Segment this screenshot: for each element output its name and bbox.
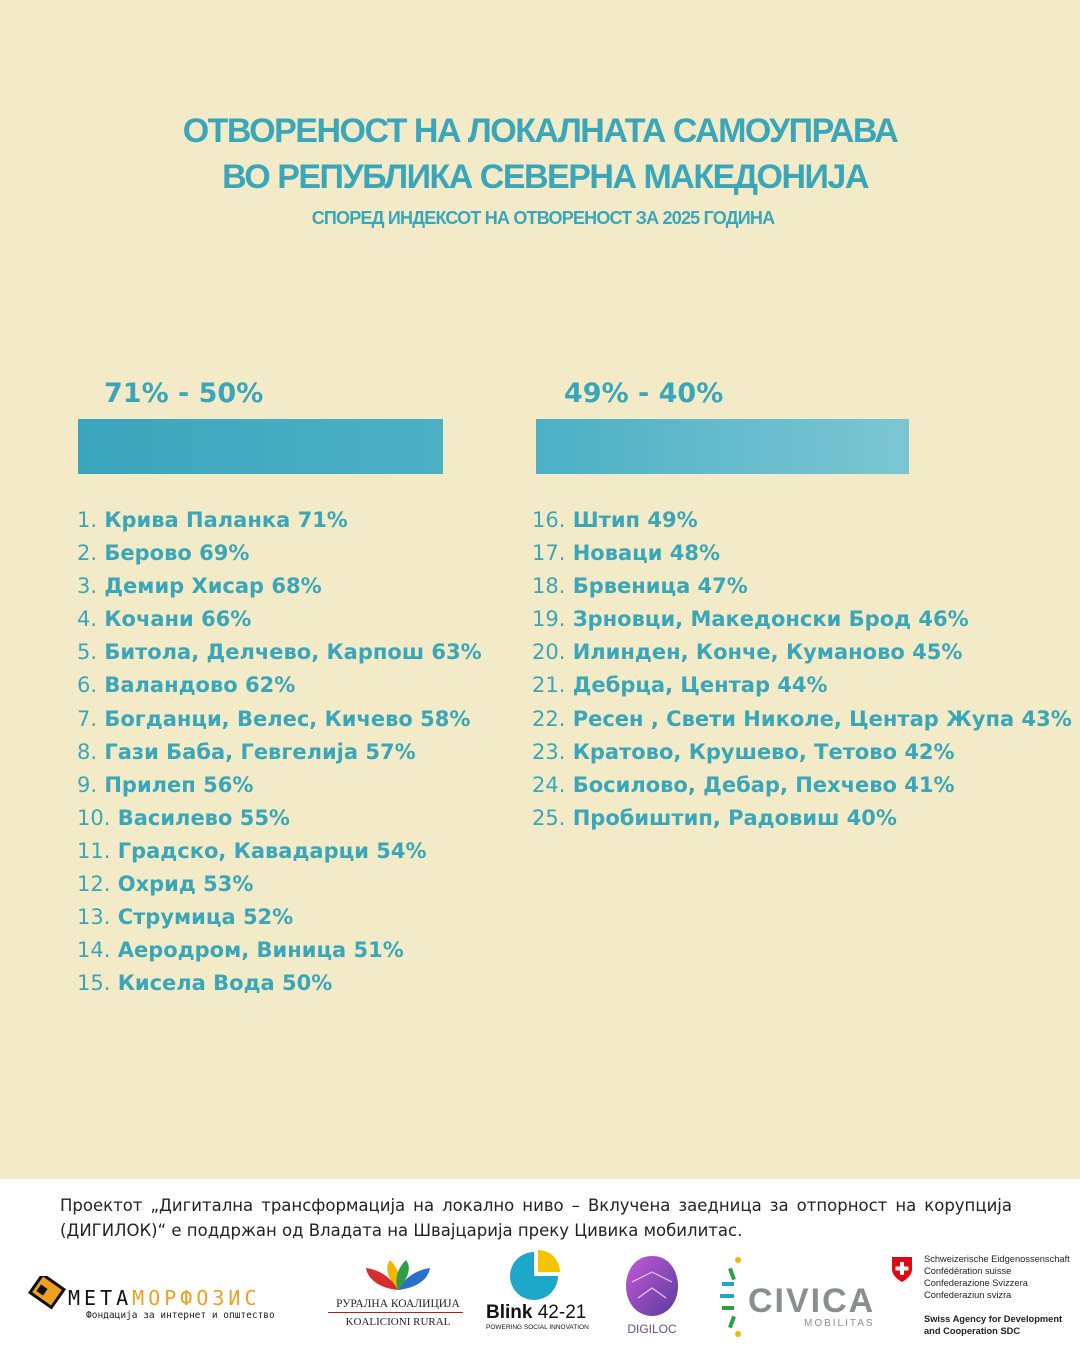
rural-coalition-divider xyxy=(328,1312,463,1313)
ranking-number: 2. xyxy=(77,541,98,566)
rural-coalition-name-al: KOALICIONI RURAL xyxy=(345,1316,451,1328)
ranking-number: 15. xyxy=(77,971,111,996)
metamorfozis-emblem-icon xyxy=(28,1276,68,1312)
ranking-municipality: Василево 55% xyxy=(110,805,290,830)
ranking-municipality: Босилово, Дебар, Пехчево 41% xyxy=(565,772,955,797)
ranking-number: 16. xyxy=(532,508,566,532)
ranking-item xyxy=(532,803,1072,836)
ranking-number: 25. xyxy=(532,805,566,830)
ranking-number: 11. xyxy=(77,838,111,863)
swiss-line-de: Schweizerische Eidgenossenschaft xyxy=(924,1254,1070,1264)
ranking-number: 22. xyxy=(532,706,566,731)
ranking-item xyxy=(77,737,482,770)
ranking-item xyxy=(532,737,1072,770)
ranking-municipality: Брвеница 47% xyxy=(565,574,748,599)
blink-pie-icon xyxy=(508,1250,568,1302)
civica-subtitle: MOBILITAS xyxy=(804,1318,875,1329)
range-label-high: 71% - 50% xyxy=(104,378,264,409)
rural-coalition-lotus-icon xyxy=(328,1258,468,1298)
ranking-municipality: Валандово 62% xyxy=(97,673,296,698)
ranking-item xyxy=(532,637,1072,670)
civica-wordmark: CIVICA xyxy=(748,1282,876,1320)
ranking-item xyxy=(77,869,482,902)
digiloc-globe-icon xyxy=(612,1252,692,1322)
ranking-item xyxy=(532,538,1072,571)
ranking-item xyxy=(532,571,1072,604)
rural-coalition-name-mk: РУРАЛНА КОАЛИЦИЈА xyxy=(336,1298,460,1310)
swiss-line-rm: Confederaziun svizra xyxy=(924,1290,1012,1300)
ranking-municipality: Охрид 53% xyxy=(110,872,254,897)
ranking-item xyxy=(532,604,1072,637)
ranking-municipality: Гази Баба, Гевгелија 57% xyxy=(97,739,416,764)
ranking-municipality: Дебрца, Центар 44% xyxy=(565,673,828,698)
ranking-item xyxy=(77,704,482,737)
metamorfozis-word-b: МОРФОЗИС xyxy=(132,1286,261,1310)
ranking-municipality: Зрновци, Македонски Брод 46% xyxy=(565,607,969,632)
ranking-municipality: Берово 69% xyxy=(97,541,250,566)
metamorfozis-subtitle: Фондација за интернет и општество xyxy=(86,1310,275,1321)
ranking-number: 3. xyxy=(77,574,98,599)
digiloc-wordmark: DIGILOC xyxy=(627,1322,677,1336)
range-label-mid: 49% - 40% xyxy=(564,378,724,409)
ranking-number: 24. xyxy=(532,772,566,797)
ranking-municipality: Кратово, Крушево, Тетово 42% xyxy=(565,739,955,764)
ranking-number: 8. xyxy=(77,739,98,764)
ranking-number: 20. xyxy=(532,640,566,665)
ranking-item xyxy=(77,836,482,869)
main-title-line2: ВО РЕПУБЛИКА СЕВЕРНА МАКЕДОНИЈА xyxy=(222,158,868,196)
ranking-item xyxy=(77,538,482,571)
ranking-item xyxy=(532,670,1072,703)
ranking-municipality: Илинден, Конче, Куманово 45% xyxy=(565,640,963,665)
ranking-item xyxy=(77,505,482,538)
ranking-item xyxy=(77,670,482,703)
ranking-municipality: Кочани 66% xyxy=(97,607,252,632)
ranking-number: 23. xyxy=(532,739,566,764)
swiss-line-it: Confederazione Svizzera xyxy=(924,1278,1028,1288)
ranking-item xyxy=(77,935,482,968)
ranking-item xyxy=(77,637,482,670)
ranking-number: 14. xyxy=(77,938,111,963)
blink-logo xyxy=(484,1250,594,1338)
ranking-list-mid xyxy=(532,505,1072,836)
ranking-number: 5. xyxy=(77,640,98,665)
civica-mobilitas-logo xyxy=(716,1252,886,1338)
ranking-municipality: Новаци 48% xyxy=(565,541,721,566)
range-bar-mid xyxy=(536,419,909,474)
ranking-municipality: Битола, Делчево, Карпош 63% xyxy=(97,640,482,665)
blink-subtitle: POWERING SOCIAL INNOVATION xyxy=(486,1324,589,1331)
ranking-municipality: Аеродром, Виница 51% xyxy=(110,938,404,963)
ranking-municipality: Штип 49% xyxy=(565,508,698,532)
subtitle: СПОРЕД ИНДЕКСОТ НА ОТВОРЕНОСТ ЗА 2025 ГОДИНА xyxy=(311,208,775,228)
ranking-municipality: Крива Паланка 71% xyxy=(97,508,348,532)
ranking-number: 19. xyxy=(532,607,566,632)
blink-word-bold: Blink xyxy=(486,1302,533,1323)
ranking-number: 17. xyxy=(532,541,566,566)
ranking-municipality: Прилеп 56% xyxy=(97,772,254,797)
ranking-number: 21. xyxy=(532,673,566,698)
ranking-municipality: Демир Хисар 68% xyxy=(97,574,322,599)
range-bar-high xyxy=(78,419,443,474)
ranking-number: 18. xyxy=(532,574,566,599)
ranking-number: 13. xyxy=(77,905,111,930)
ranking-municipality: Струмица 52% xyxy=(110,905,294,930)
ranking-number: 10. xyxy=(77,805,111,830)
ranking-municipality: Ресен , Свети Николе, Центар Жупа 43% xyxy=(565,706,1072,731)
footer-text: Проектот „Дигитална трансформација на локално ниво – Вклучена заедница за отпорност на корупција (ДИГИЛОК)“ е поддржан од Владата на Швајцарија преку Цивика мобилитас. xyxy=(60,1196,1012,1240)
ranking-number: 1. xyxy=(77,508,98,532)
digiloc-logo xyxy=(612,1252,692,1340)
metamorfozis-logo xyxy=(28,1276,323,1326)
ranking-item xyxy=(77,902,482,935)
ranking-municipality: Богданци, Велес, Кичево 58% xyxy=(97,706,471,731)
ranking-number: 6. xyxy=(77,673,98,698)
swiss-line-fr: Confédération suisse xyxy=(924,1266,1012,1276)
swiss-sdc-logo xyxy=(890,1253,1075,1343)
ranking-item xyxy=(77,770,482,803)
ranking-number: 9. xyxy=(77,772,98,797)
ranking-item xyxy=(532,770,1072,803)
ranking-municipality: Пробиштип, Радовиш 40% xyxy=(565,805,897,830)
ranking-item xyxy=(532,505,1072,538)
rural-coalition-logo xyxy=(328,1258,468,1333)
ranking-number: 4. xyxy=(77,607,98,632)
swiss-shield-icon xyxy=(890,1255,914,1283)
ranking-list-high xyxy=(77,505,482,1001)
swiss-sdc-line2: and Cooperation SDC xyxy=(924,1326,1021,1336)
ranking-item xyxy=(77,604,482,637)
ranking-item xyxy=(77,803,482,836)
ranking-item xyxy=(77,571,482,604)
ranking-item xyxy=(77,968,482,1001)
ranking-number: 12. xyxy=(77,872,111,897)
metamorfozis-word-a: МЕТА xyxy=(68,1286,133,1310)
ranking-municipality: Кисела Вода 50% xyxy=(110,971,333,996)
ranking-item xyxy=(532,704,1072,737)
ranking-municipality: Градско, Кавадарци 54% xyxy=(110,838,427,863)
swiss-sdc-line1: Swiss Agency for Development xyxy=(924,1314,1063,1324)
blink-word-rest: 42-21 xyxy=(532,1302,587,1323)
main-title-line1: ОТВОРЕНОСТ НА ЛОКАЛНАТА САМОУПРАВА xyxy=(182,112,898,150)
ranking-number: 7. xyxy=(77,706,98,731)
